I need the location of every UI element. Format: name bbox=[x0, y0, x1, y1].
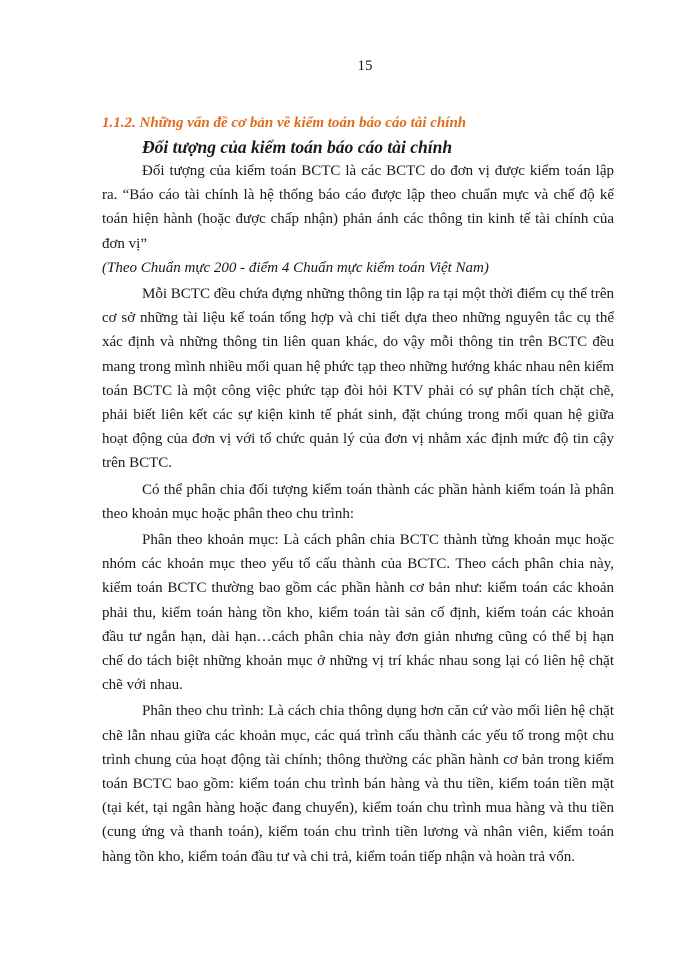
paragraph-by-cycle: Phân theo chu trình: Là cách chia thông dụng hơn căn cứ vào mối liên hệ chặt chẽ lẫn nhau giữa các khoản mục, các quá trình cấu thành các yếu tố trong một chu trình chung của hoạt động tài chính; thông thường các phần hành cơ bản trong kiểm toán BCTC bao gồm: kiểm toán chu trình bán hàng và thu tiền, kiểm toán tiền mặt (tại két, tại ngân hàng hoặc đang chuyển), kiểm toán chu trình mua hàng và thu tiền (cung ứng và thanh toán), kiểm toán chu trình tiền lương và nhân viên, kiểm toán hàng tồn kho, kiểm toán đầu tư và chi trả, kiểm toán tiếp nhận và hoàn trả vốn. bbox=[102, 703, 614, 865]
paragraph-characteristics: Mỗi BCTC đều chứa đựng những thông tin lập ra tại một thời điểm cụ thể trên cơ sở những tài liệu kế toán tổng hợp và chi tiết dựa theo những nguyên tắc cụ thể xác định và những thông tin liên quan khác, do vậy mỗi thông tin trên BCTC đều mang trong mình nhiều mối quan hệ phức tạp theo những hướng khác nhau nên kiểm toán BCTC là một công việc phức tạp đòi hỏi KTV phải có sự phân tích chặt chẽ, phải biết liên kết các sự kiện kinh tế phát sinh, đặt chúng trong mối quan hệ giữa hoạt động của đơn vị với tổ chức quản lý của đơn vị nhằm xác định mức độ tin cậy trên BCTC. bbox=[102, 286, 614, 472]
paragraph-by-item: Phân theo khoản mục: Là cách phân chia BCTC thành từng khoản mục hoặc nhóm các khoản mục theo yếu tố cấu thành của BCTC. Theo cách phân chia này, kiểm toán BCTC thường bao gồm các phần hành cơ bản như: kiểm toán các khoản phải thu, kiểm toán hàng tồn kho, kiểm toán tài sản cố định, kiểm toán các khoản đầu tư ngắn hạn, dài hạn…cách phân chia này đơn giản nhưng cũng có thể bị hạn chế do tách biệt những khoản mục ở những vị trí khác nhau song lại có liên hệ chặt chẽ với nhau. bbox=[102, 532, 614, 694]
paragraph-definition: Đối tượng của kiểm toán BCTC là các BCTC do đơn vị được kiểm toán lập ra. “Báo cáo tài chính là hệ thống báo cáo được lập theo chuẩn mực và chế độ kế toán hiện hành (hoặc được chấp nhận) phản ánh các thông tin kinh tế tài chính của đơn vị” bbox=[102, 163, 614, 252]
section-heading: 1.1.2. Những vấn đề cơ bản về kiểm toán báo cáo tài chính bbox=[102, 115, 467, 131]
paragraph-classification: Có thể phân chia đối tượng kiểm toán thành các phần hành kiểm toán là phân theo khoản mục hoặc phân theo chu trình: bbox=[102, 481, 614, 522]
citation-source: (Theo Chuẩn mực 200 - điểm 4 Chuẩn mực kiểm toán Việt Nam) bbox=[102, 259, 489, 276]
sub-heading: Đối tượng của kiểm toán báo cáo tài chính bbox=[142, 137, 453, 157]
document-body bbox=[102, 111, 614, 869]
page-number: 15 bbox=[357, 58, 373, 74]
